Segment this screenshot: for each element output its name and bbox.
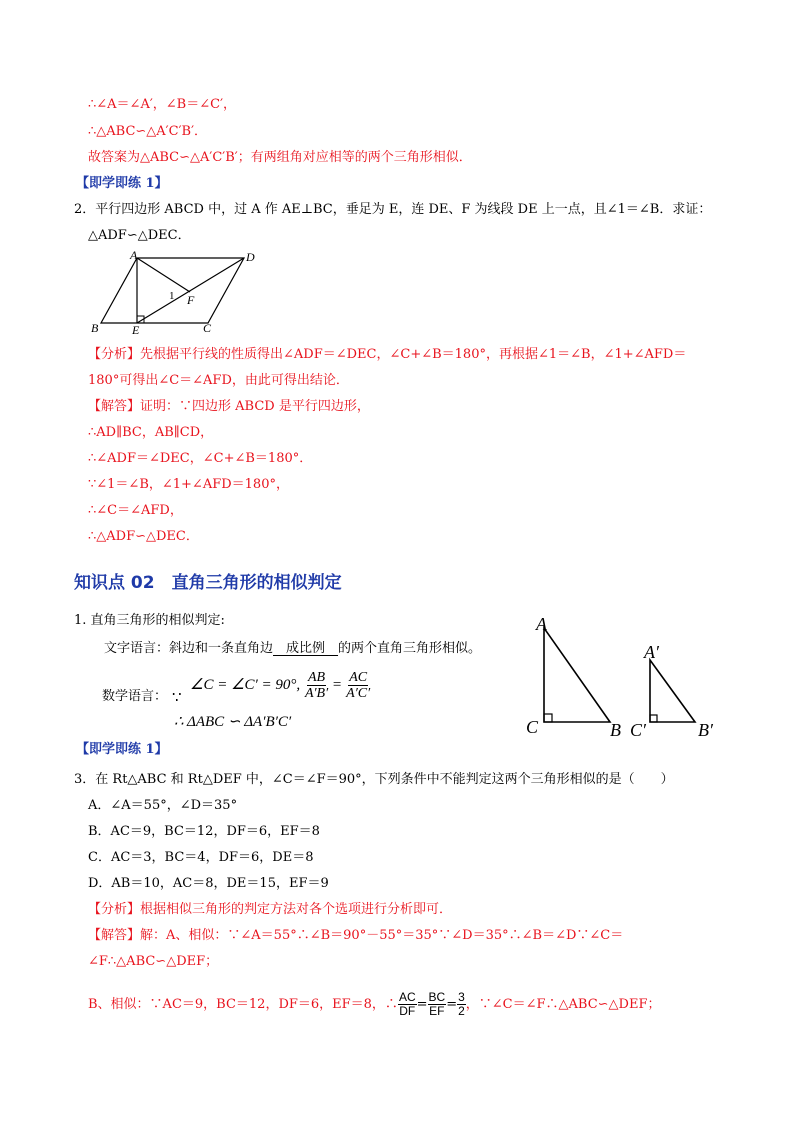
solution-q3-line2: ∠F∴△ABC∽△DEF； — [88, 954, 219, 969]
fraction-3-2 — [457, 991, 466, 1018]
solution-q3-line1: 【解答】解：A、相似：∵∠A＝55°∴∠B＝90°－55°＝35°∵∠D＝35°∴∠B＝∠D∵∠C＝ — [88, 928, 624, 943]
option-c: C．AC＝3，BC＝4，DF＝6，DE＝8 — [88, 850, 314, 865]
practice-tag-2: 【即学即练 1】 — [76, 742, 168, 757]
parallelogram-figure — [84, 248, 264, 336]
solution-q3-option-b — [88, 990, 660, 1020]
label-C: C — [203, 321, 212, 335]
tri2-label-B: B′ — [698, 720, 713, 740]
solution-line3: ∴∠ADF＝∠DEC，∠C+∠B＝180°． — [88, 451, 313, 466]
fraction-ab — [304, 670, 329, 701]
tri2-label-A: A′ — [644, 642, 659, 662]
fraction-ac-df-den: DF — [399, 1004, 416, 1018]
text-language-blank: 成比例 — [273, 641, 339, 656]
solution-line4: ∵∠1＝∠B，∠1+∠AFD＝180°， — [88, 477, 289, 492]
question-2-line1: 2．平行四边形 ABCD 中，过 A 作 AE⊥BC，垂足为 E，连 DE、F 为线段 DE 上一点，且∠1＝∠B．求证： — [74, 202, 712, 217]
math-language-label: 数学语言： — [102, 689, 168, 704]
option-a: A．∠A＝55°，∠D＝35° — [88, 798, 238, 813]
equals-2: = — [446, 997, 458, 1012]
solution-line2: ∴AD∥BC，AB∥CD， — [88, 425, 214, 440]
fraction-3-2-den: 2 — [458, 1004, 465, 1018]
math-condition — [190, 668, 371, 702]
analysis-line1: 【分析】先根据平行线的性质得出∠ADF＝∠DEC，∠C+∠B＝180°，再根据∠1＝∠B，∠1+∠AFD＝ — [88, 347, 687, 362]
fraction-bc-ef-num: BC — [428, 990, 446, 1004]
fraction-ac-df-num: AC — [398, 990, 416, 1004]
fraction-bc-ef — [428, 991, 447, 1018]
label-angle-1: 1 — [169, 290, 175, 302]
question-3: 3．在 Rt△ABC 和 Rt△DEF 中，∠C＝∠F＝90°，下列条件中不能判定这两个三角形相似的是（ ） — [74, 772, 674, 787]
label-F: F — [187, 293, 195, 307]
tri2-label-C: C′ — [630, 720, 646, 740]
solution-b-suffix: ，∵∠C＝∠F∴△ABC∽△DEF； — [465, 997, 661, 1012]
text-language-prefix: 文字语言：斜边和一条直角边 — [104, 641, 274, 656]
label-B: B — [91, 321, 99, 335]
solution-b-prefix: B、相似：∵AC＝9，BC＝12，DF＝6，EF＝8，∴ — [88, 997, 398, 1012]
equals-1: = — [416, 997, 428, 1012]
fraction-bc-ef-den: EF — [429, 1004, 445, 1018]
fraction-ac-df — [398, 991, 417, 1018]
tri1-label-B: B — [610, 720, 621, 740]
tri1-label-A: A — [536, 614, 547, 634]
option-b: B．AC＝9，BC＝12，DF＝6，EF＝8 — [88, 824, 320, 839]
practice-tag-1: 【即学即练 1】 — [76, 176, 168, 191]
proof-line-angles: ∴∠A＝∠A′，∠B＝∠C′， — [88, 97, 237, 112]
text-language — [104, 640, 481, 658]
text-language-suffix: 的两个直角三角形相似。 — [338, 641, 482, 656]
proof-line-similar: ∴△ABC∽△A′C′B′． — [88, 124, 208, 139]
solution-line6: ∴△ADF∽△DEC． — [88, 529, 199, 544]
right-triangles-figure — [520, 610, 730, 745]
math-conclusion: ∴ ΔABC ∽ ΔA′B′C′ — [174, 714, 292, 730]
answer-conclusion: 故答案为△ABC∽△A′C′B′；有两组角对应相等的两个三角形相似． — [88, 150, 472, 165]
because-symbol: ∵ — [172, 688, 182, 706]
option-d: D．AB＝10，AC＝8，DE＝15，EF＝9 — [88, 876, 329, 891]
fraction-3-2-num: 3 — [458, 990, 465, 1004]
fraction-ac-num: AC — [349, 670, 368, 686]
angle-condition: ∠C = ∠C′ = 90°, — [190, 677, 301, 693]
item-1-title: 1. 直角三角形的相似判定: — [74, 613, 225, 628]
fraction-ac-den: A′C′ — [346, 686, 371, 702]
analysis-line2: 180°可得出∠C＝∠AFD，由此可得出结论． — [88, 373, 349, 388]
tri1-label-C: C — [526, 717, 539, 737]
label-E: E — [132, 323, 140, 336]
fraction-ac — [345, 670, 371, 701]
fraction-ab-den: A′B′ — [304, 686, 329, 702]
equals-sign: = — [332, 677, 342, 693]
label-D: D — [246, 250, 255, 264]
label-A: A — [130, 248, 138, 262]
fraction-ab-num: AB — [308, 670, 326, 686]
section-heading: 知识点 02 直角三角形的相似判定 — [74, 573, 342, 593]
analysis-q3: 【分析】根据相似三角形的判定方法对各个选项进行分析即可． — [88, 902, 453, 917]
question-2-line2: △ADF∽△DEC． — [88, 228, 191, 243]
solution-line5: ∴∠C＝∠AFD， — [88, 503, 183, 518]
solution-line1: 【解答】证明：∵四边形 ABCD 是平行四边形， — [88, 399, 370, 414]
